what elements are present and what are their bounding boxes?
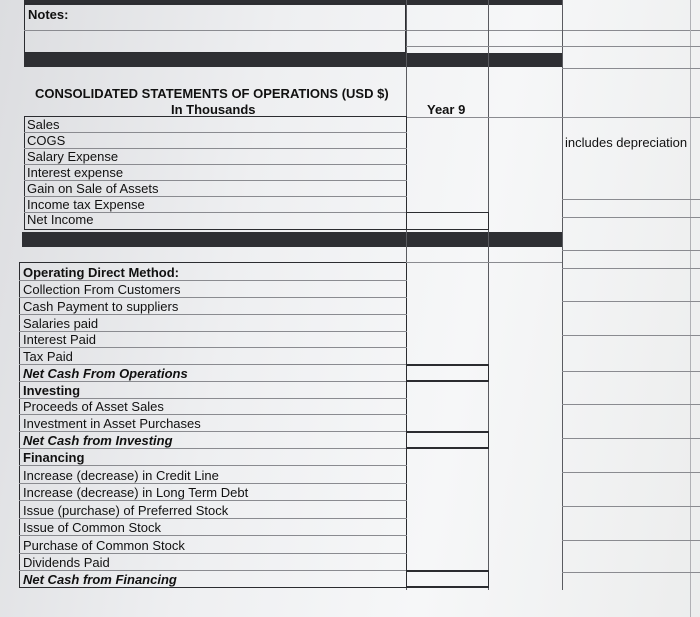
income-row-label: Sales (27, 117, 60, 132)
side-note: includes depreciation (565, 135, 688, 150)
grid-line (562, 199, 700, 200)
cashflow-row-label: Issue (purchase) of Preferred Stock (23, 503, 229, 518)
row-line (19, 314, 407, 315)
grid-line (562, 335, 700, 336)
cashflow-row-label: Interest Paid (23, 332, 96, 347)
cashflow-row-label: Net Cash from Financing (23, 572, 177, 587)
row-line (19, 465, 407, 466)
grid-line (406, 262, 562, 263)
grid-line (406, 46, 700, 47)
grid-line (562, 217, 700, 218)
income-row-label: Salary Expense (27, 149, 119, 164)
cashflow-row-label: Operating Direct Method: (23, 265, 180, 280)
cashflow-row-label: Tax Paid (23, 349, 73, 364)
grid-line (562, 268, 700, 269)
cashflow-row-label: Proceeds of Asset Sales (23, 399, 164, 414)
row-line (19, 364, 407, 365)
grid-line (562, 540, 700, 541)
statement-subtitle: In Thousands (171, 102, 256, 117)
row-line (19, 431, 407, 432)
header-separator-bar (24, 53, 562, 67)
cashflow-row-label: Investment in Asset Purchases (23, 416, 201, 431)
row-line (19, 448, 407, 449)
income-row-label: Interest expense (27, 165, 124, 180)
net-cash-financing-cell[interactable] (406, 570, 489, 588)
notes-box (24, 3, 406, 53)
col-line-3 (562, 0, 563, 590)
grid-line (562, 250, 700, 251)
cashflow-row-label: Purchase of Common Stock (23, 538, 185, 553)
income-row-label: Net Income (27, 212, 94, 227)
grid-line (562, 506, 700, 507)
year-header: Year 9 (427, 102, 466, 117)
grid-line (406, 117, 700, 118)
col-line-2 (488, 0, 489, 590)
cashflow-row-label: Collection From Customers (23, 282, 181, 297)
cashflow-row-label: Investing (23, 383, 81, 398)
row-line (19, 500, 407, 501)
net-cash-operations-cell[interactable] (406, 364, 489, 382)
income-row-label: Gain on Sale of Assets (27, 181, 159, 196)
row-line (19, 414, 407, 415)
grid-line (562, 301, 700, 302)
grid-line (562, 371, 700, 372)
cashflow-row-label: Dividends Paid (23, 555, 110, 570)
row-line (19, 280, 407, 281)
cashflow-row-label: Cash Payment to suppliers (23, 299, 179, 314)
grid-line (562, 438, 700, 439)
row-line (19, 381, 407, 382)
row-line (19, 553, 407, 554)
cashflow-row-label: Increase (decrease) in Long Term Debt (23, 485, 249, 500)
cashflow-row-label: Increase (decrease) in Credit Line (23, 468, 219, 483)
grid-line (562, 404, 700, 405)
net-cash-investing-cell[interactable] (406, 431, 489, 449)
income-row-label: COGS (27, 133, 66, 148)
col-line-4 (690, 0, 691, 617)
grid-line (562, 472, 700, 473)
row-line (19, 483, 407, 484)
row-line (19, 570, 407, 571)
row-line (19, 535, 407, 536)
cashflow-row-label: Net Cash from Investing (23, 433, 173, 448)
row-line (19, 518, 407, 519)
income-row-label: Income tax Expense (27, 197, 145, 212)
cashflow-row-label: Issue of Common Stock (23, 520, 161, 535)
cashflow-row-label: Salaries paid (23, 316, 99, 331)
row-line (24, 132, 407, 133)
grid-line (562, 68, 700, 69)
net-income-value-cell[interactable] (406, 212, 489, 230)
notes-line (24, 30, 700, 31)
cashflow-row-label: Financing (23, 450, 85, 465)
cashflow-row-label: Net Cash From Operations (23, 366, 188, 381)
row-line (19, 347, 407, 348)
mid-separator-bar (22, 232, 562, 247)
row-line (19, 297, 407, 298)
notes-label: Notes: (28, 7, 69, 22)
grid-line (562, 572, 700, 573)
statement-title: CONSOLIDATED STATEMENTS OF OPERATIONS (USD $) (35, 86, 389, 101)
